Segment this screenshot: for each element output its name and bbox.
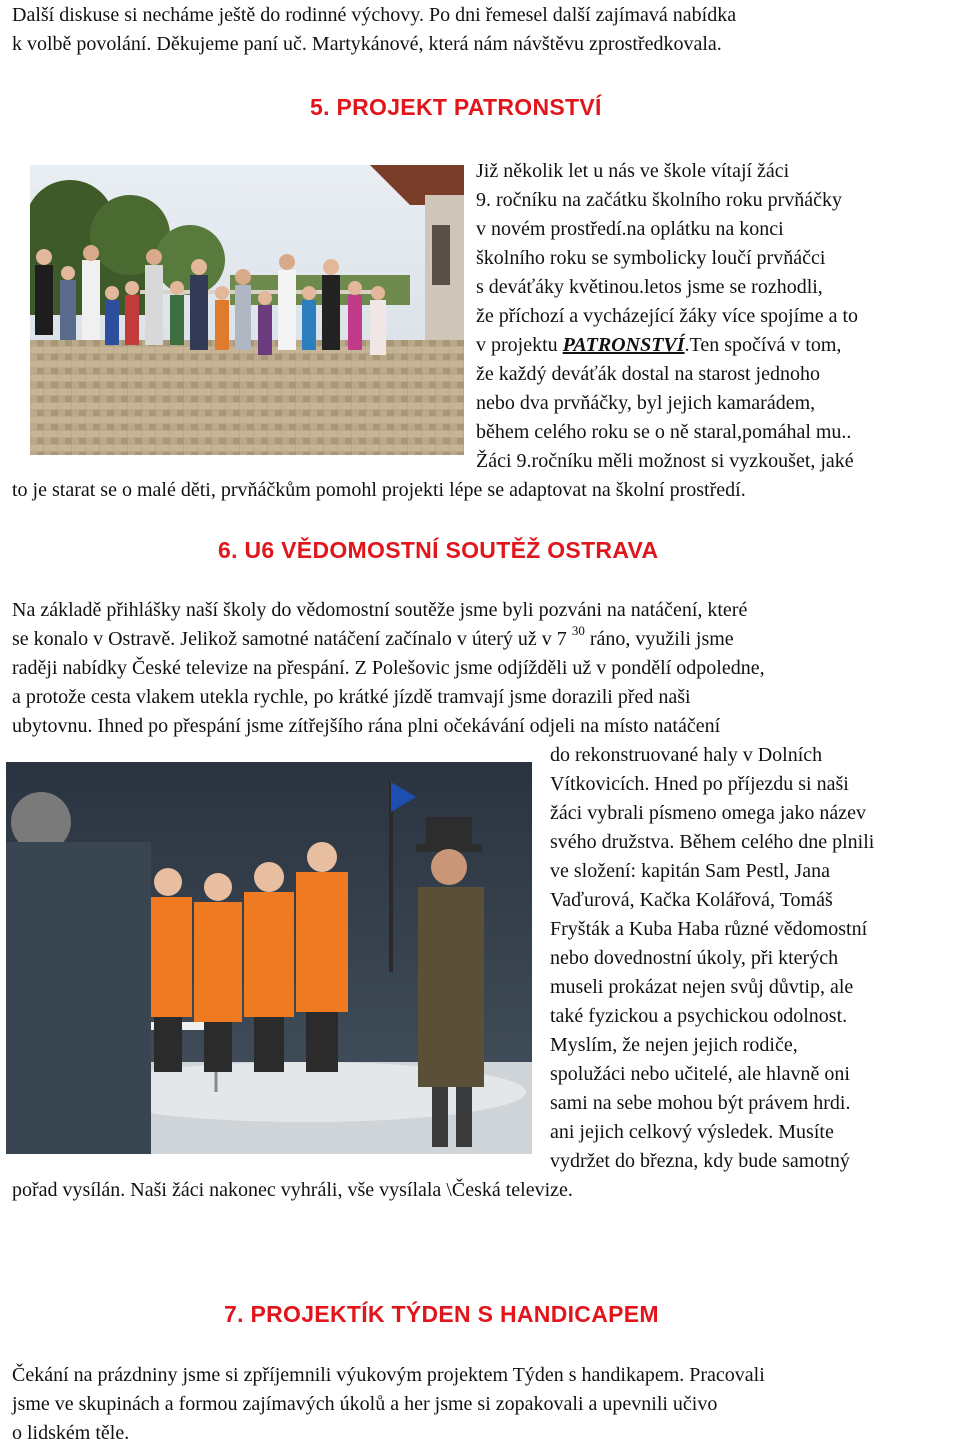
section-6-side-line: Vaďurová, Kačka Kolářová, Tomáš <box>550 889 833 911</box>
section-6-last-line: pořad vysílán. Naši žáci nakonec vyhráli, vše vysílala \Česká televize. <box>12 1179 573 1201</box>
section-6-line: ubytovnu. Ihned po přespání jsme zítřejšího rána plni očekávání odjeli na místo natáčení <box>12 715 721 737</box>
line-suffix: ráno, využili jsme <box>584 628 734 650</box>
section-6-line: a protože cesta vlakem utekla rychle, po krátké jízdě tramvají jsme dorazili před naši <box>12 686 691 708</box>
section-6-side-line: nebo dovednostní úkoly, při kterých <box>550 947 839 969</box>
section-5-line: nebo dva prvňáčky, byl jejich kamarádem, <box>476 392 816 414</box>
section-6-side-line: ve složení: kapitán Sam Pestl, Jana <box>550 860 830 882</box>
section-6-side-line: Myslím, že nejen jejich rodiče, <box>550 1034 798 1056</box>
patronstvi-emphasis: PATRONSTVÍ <box>562 334 685 356</box>
competition-photo <box>6 762 532 1154</box>
tv-studio-illustration <box>6 762 532 1154</box>
section-5-heading: 5. PROJEKT PATRONSTVÍ <box>310 94 602 120</box>
section-5-line: Již několik let u nás ve škole vítají žáci <box>476 160 790 182</box>
section-6-side-line: museli prokázat nejen svůj důvtip, ale <box>550 976 854 998</box>
section-7-heading: 7. PROJEKTÍK TÝDEN S HANDICAPEM <box>224 1301 659 1327</box>
section-6-side-line: žáci vybrali písmeno omega jako název <box>550 802 866 824</box>
line-prefix: v projektu <box>476 334 563 356</box>
intro-line-1: Další diskuse si necháme ještě do rodinné výchovy. Po dni řemesel další zajímavá nabídka <box>12 4 737 26</box>
section-5-line: že příchozí a vycházející žáky více spojíme a to <box>476 305 859 327</box>
section-6-side-line: vydržet do března, kdy bude samotný <box>550 1150 850 1172</box>
section-6-line-time <box>12 623 734 652</box>
section-7-line: o lidském těle. <box>12 1422 130 1444</box>
section-6-heading: 6. U6 VĚDOMOSTNÍ SOUTĚŽ OSTRAVA <box>218 537 659 563</box>
section-5-line: během celého roku se o ně staral,pomáhal mu.. <box>476 421 852 443</box>
section-5-line: školního roku se symbolicky loučí prvňáčci <box>476 247 826 269</box>
line-text: se konalo v Ostravě. Jelikož samotné natáčení začínalo v úterý už v 7 <box>12 628 572 650</box>
section-5-line: v novém prostředí.na oplátku na konci <box>476 218 784 240</box>
section-6-side-line: do rekonstruované haly v Dolních <box>550 744 823 766</box>
group-photo-illustration <box>30 165 464 455</box>
section-6-side-line: Vítkovicích. Hned po příjezdu si naši <box>550 773 849 795</box>
section-5-full-line: to je starat se o malé děti, prvňáčkům pomohl projekti lépe se adaptovat na školní prostředí. <box>12 479 746 501</box>
line-suffix: .Ten spočívá v tom, <box>684 334 842 356</box>
time-superscript: 30 <box>571 623 585 639</box>
section-7-line: jsme ve skupinách a formou zajímavých úkolů a her jsme si zopakovali a upevnili učivo <box>12 1393 718 1415</box>
section-6-side-line: svého družstva. Během celého dne plnili <box>550 831 875 853</box>
section-5-line: Žáci 9.ročníku měli možnost si vyzkoušet, jaké <box>476 450 854 472</box>
section-5-line: s deváťáky květinou.letos jsme se rozhodli, <box>476 276 823 298</box>
section-6-side-line: spolužáci nebo učitelé, ale hlavně oni <box>550 1063 850 1085</box>
section-6-side-line: ani jejich celkový výsledek. Musíte <box>550 1121 834 1143</box>
section-5-line: 9. ročníku na začátku školního roku prvňáčky <box>476 189 843 211</box>
section-7-line: Čekání na prázdniny jsme si zpříjemnili výukovým projektem Týden s handikapem. Pracovali <box>12 1364 765 1386</box>
section-5-line: že každý deváťák dostal na starost jednoho <box>476 363 820 385</box>
section-6-side-line: sami na sebe mohou být právem hrdi. <box>550 1092 851 1114</box>
section-6-side-line: také fyzickou a psychickou odolnost. <box>550 1005 848 1027</box>
section-6-line: Na základě přihlášky naší školy do vědomostní soutěže jsme byli pozváni na natáčení, které <box>12 599 748 621</box>
intro-line-2: k volbě povolání. Děkujeme paní uč. Martykánové, která nám návštěvu zprostředkovala. <box>12 33 722 55</box>
patronstvi-photo <box>30 165 464 455</box>
section-6-side-line: Fryšták a Kuba Haba různé vědomostní <box>550 918 868 940</box>
section-5-line-project <box>476 332 841 358</box>
section-6-line: raději nabídky České televize na přespání. Z Polešovic jsme odjížděli už v pondělí odpoledne, <box>12 657 765 679</box>
